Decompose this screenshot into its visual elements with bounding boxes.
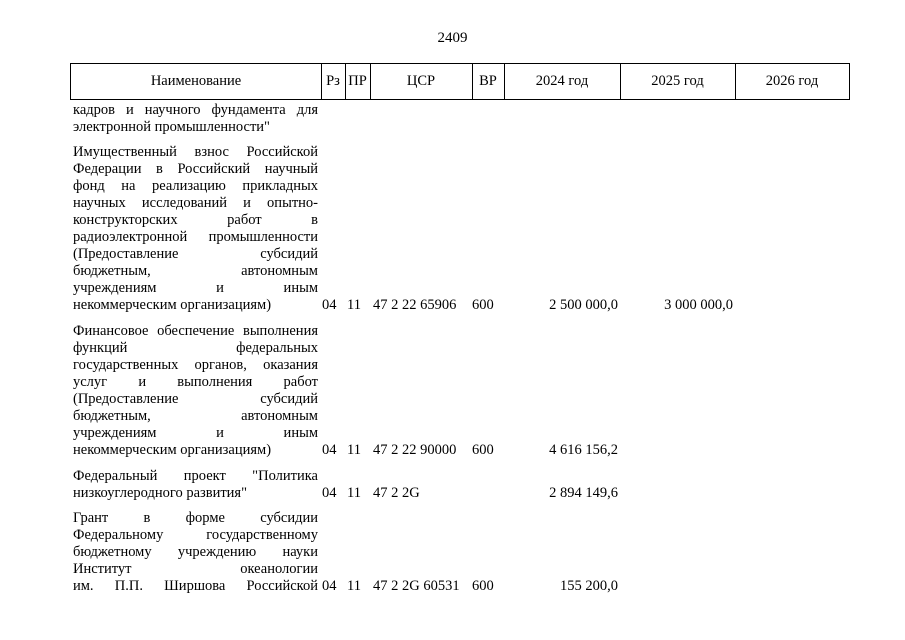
- cell-csr: 47 2 22 90000: [373, 442, 457, 458]
- cell-vr: 600: [472, 442, 494, 458]
- row-name: кадров и научного фундамента для электронной промышленности": [73, 102, 318, 135]
- cell-pr: 11: [347, 297, 361, 313]
- header-name: Наименование: [150, 73, 242, 89]
- page-number: 2409: [437, 30, 468, 46]
- cell-vr: 600: [472, 297, 494, 313]
- header-rz: Рз: [326, 73, 340, 89]
- header-2026: 2026 год: [765, 73, 819, 89]
- row-name: Федеральный проект "Политика низкоуглеродного развития": [73, 468, 318, 501]
- cell-2024: 2 894 149,6: [549, 485, 618, 501]
- header-2024: 2024 год: [535, 73, 589, 89]
- cell-rz: 04: [322, 442, 337, 458]
- table-header: [70, 63, 850, 100]
- cell-csr: 47 2 22 65906: [373, 297, 457, 313]
- cell-2024: 4 616 156,2: [549, 442, 618, 458]
- row-name: Имущественный взнос Российской Федерации в Российский научный фонд на реализацию прикладных научных исследований и опытно- конструкторских работ в радиоэлектронной промышленности (Предоставление субсидий бюджетным, автономным учреждениям и иным некоммерческим организациям): [73, 144, 318, 313]
- header-pr: ПР: [348, 73, 367, 89]
- row-name: Финансовое обеспечение выполнения функций федеральных государственных органов, оказания услуг и выполнения работ (Предоставление субсидий бюджетным, автономным учреждениям и иным некоммерческим организациям): [73, 323, 318, 458]
- cell-vr: 600: [472, 578, 494, 594]
- cell-csr: 47 2 2G: [373, 485, 420, 501]
- cell-pr: 11: [347, 485, 361, 501]
- header-vr: ВР: [479, 73, 497, 89]
- cell-2024: 2 500 000,0: [549, 297, 618, 313]
- cell-rz: 04: [322, 297, 337, 313]
- header-2025: 2025 год: [651, 73, 704, 89]
- cell-csr: 47 2 2G 60531: [373, 578, 460, 594]
- cell-pr: 11: [347, 442, 361, 458]
- row-name: Грант в форме субсидии Федеральному государственному бюджетному учреждению науки Институт океанологии им. П.П. Ширшова Российской: [73, 510, 318, 594]
- cell-rz: 04: [322, 485, 337, 501]
- header-csr: ЦСР: [406, 73, 436, 89]
- cell-pr: 11: [347, 578, 361, 594]
- cell-2025: 3 000 000,0: [664, 297, 733, 313]
- cell-rz: 04: [322, 578, 337, 594]
- cell-2024: 155 200,0: [560, 578, 618, 594]
